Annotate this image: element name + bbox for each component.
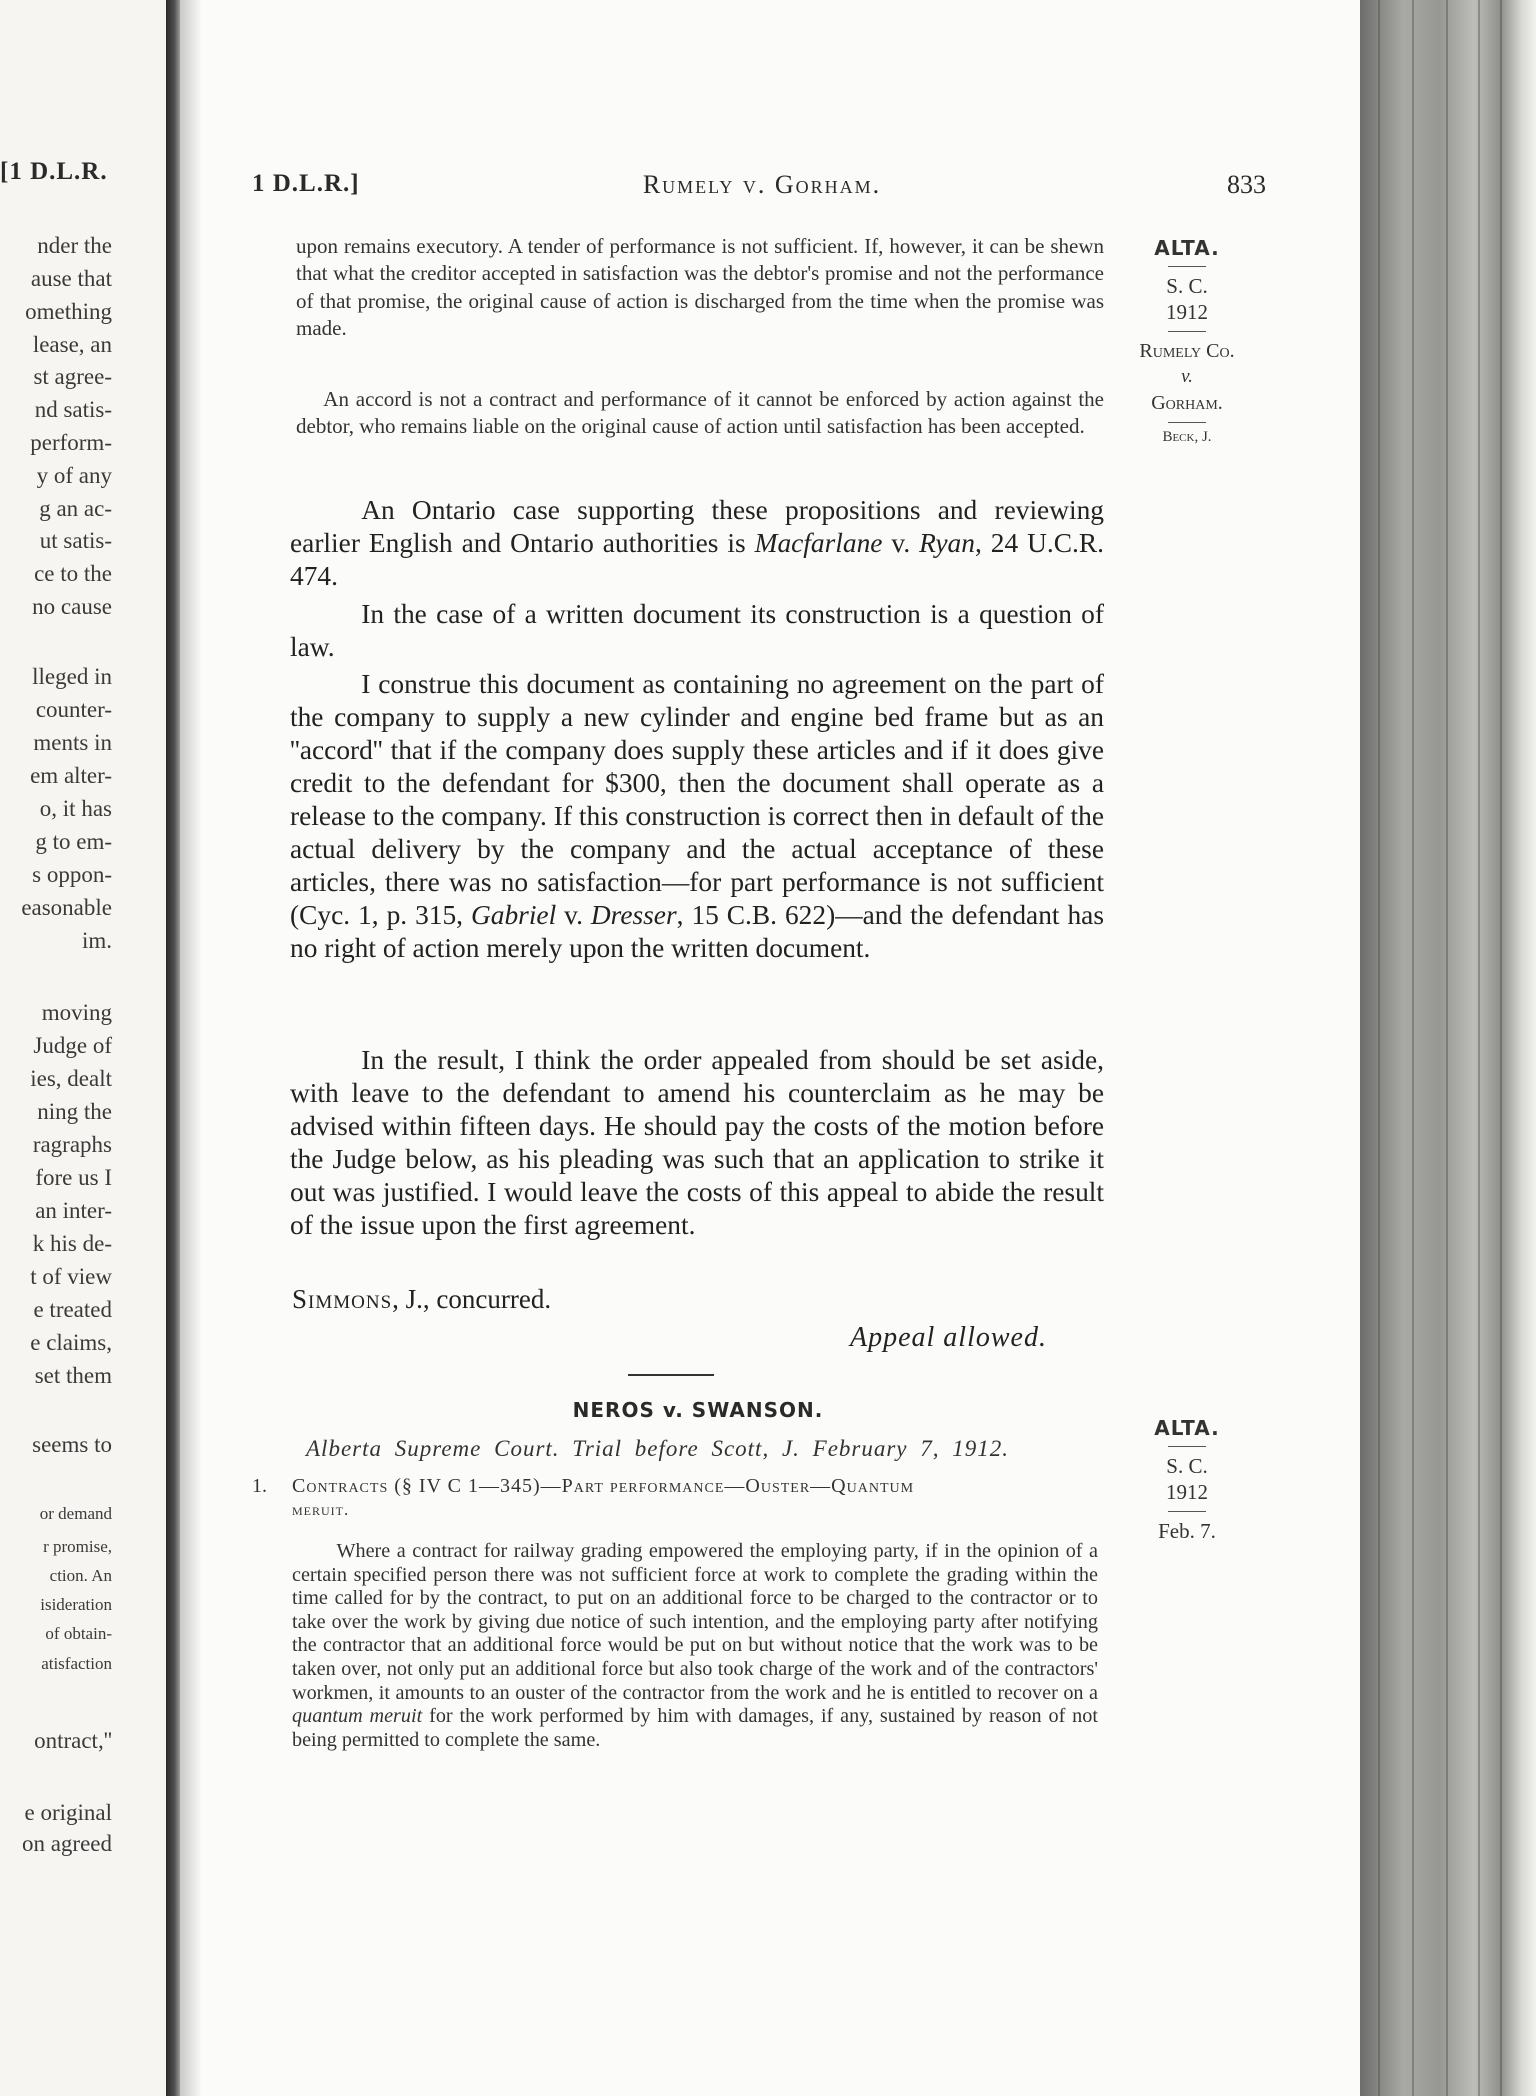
headnote-topic: Contracts (§ IV C 1—345)—Part performance—Ouster—Quantum <box>292 1475 915 1497</box>
running-header <box>252 170 1266 206</box>
left-page-line-fragment: r promise, <box>43 1537 112 1556</box>
left-page-line-fragment: e claims, <box>30 1330 112 1355</box>
margin-note-top <box>1112 236 1262 446</box>
section-divider <box>628 1374 714 1376</box>
case-citation-name: Gabriel <box>470 900 557 930</box>
headnote-number: 1. <box>252 1475 267 1497</box>
body-paragraph-1-text: An Ontario case supporting these propositions and reviewing earlier English and Ontario authorities is <box>290 495 1104 558</box>
left-page-line-fragment: on agreed <box>21 1831 112 1856</box>
left-page-line-fragment: ragraphs <box>32 1132 112 1157</box>
versus: v. <box>556 900 591 930</box>
concurrence <box>292 1284 551 1315</box>
left-page-line-fragment: moving <box>41 1000 112 1025</box>
syllabus-latin-term: quantum meruit <box>292 1705 423 1728</box>
left-page-line-fragment: o, it has <box>39 796 112 821</box>
left-page-line-fragment: isideration <box>40 1595 112 1614</box>
court-line: Alberta Supreme Court. Trial before Scott, J. February 7, 1912. <box>306 1436 1010 1461</box>
left-page-line-fragment: ies, dealt <box>30 1066 112 1091</box>
left-page-line-fragment: lleged in <box>32 664 112 689</box>
left-page-line-fragment: y of any <box>36 463 112 488</box>
margin-province: ALTA. <box>1154 236 1220 260</box>
left-page-line-fragment: counter- <box>35 697 112 722</box>
left-page-line-fragment: ut satis- <box>39 528 112 553</box>
body-paragraph-3 <box>290 668 1104 965</box>
left-page-line-fragment: omething <box>25 299 112 324</box>
left-page-line-fragment: t of view <box>30 1264 112 1289</box>
margin-year: 1912 <box>1166 300 1208 324</box>
case-citation-name: Ryan <box>919 528 975 558</box>
body-paragraph-3-text-end: , 15 C.B. 622)—and the defendant has no right of action merely upon the written document. <box>290 900 1104 963</box>
headnote-topic-continuation: meruit. <box>292 1500 350 1519</box>
left-page-line-fragment: lease, an <box>32 332 112 357</box>
left-page-line-fragment: easonable <box>21 895 112 920</box>
left-page-line-fragment: ning the <box>37 1099 112 1124</box>
margin-year: 1912 <box>1166 1480 1208 1504</box>
left-page-line-fragment: nder the <box>37 233 112 258</box>
left-page-header: [1 D.L.R. <box>0 158 108 185</box>
quoted-paragraph-2: An accord is not a contract and performance of it cannot be enforced by action against the debtor, who remains liable on the original cause of action until satisfaction has been accepted. <box>296 387 1104 439</box>
left-page-line-fragment: nd satis- <box>34 397 112 422</box>
left-page-line-fragment: perform- <box>30 430 112 455</box>
volume-reference: 1 D.L.R.] <box>252 170 360 197</box>
left-page-line-fragment: set them <box>34 1363 112 1388</box>
margin-judge: Beck, J. <box>1162 429 1212 445</box>
left-page-line-fragment: Judge of <box>33 1033 112 1058</box>
left-page-line-fragment: k his de- <box>32 1231 112 1256</box>
margin-province: ALTA. <box>1154 1416 1220 1440</box>
margin-date: Feb. 7. <box>1158 1519 1216 1543</box>
headnote <box>252 1474 1104 1522</box>
book-gutter <box>166 0 180 2096</box>
left-page-line-fragment: an inter- <box>35 1198 112 1223</box>
left-page-line-fragment: g to em- <box>35 829 112 854</box>
margin-court: S. C. <box>1166 1454 1208 1478</box>
left-page-line-fragment: im. <box>81 928 112 953</box>
left-page-line-fragment: ction. An <box>49 1566 112 1585</box>
margin-court: S. C. <box>1166 274 1208 298</box>
left-page-line-fragment: atisfaction <box>41 1654 112 1673</box>
left-page-line-fragment: ce to the <box>34 561 112 586</box>
second-case-title: NEROS v. SWANSON. <box>572 1398 824 1422</box>
left-page-line-fragment: s oppon- <box>32 862 112 887</box>
body-paragraph-3-text: I construe this document as containing no agreement on the part of the company to supply a new cylinder and engine bed frame but as an ''accord'' that if the company does supply these articles and if it does give credit to the defendant for $300, then the document shall operate as a release to the company. If this construction is correct then in default of the actual delivery by the company and the actual acceptance of these articles, there was no satisfaction—for part performance is not sufficient (Cyc. 1, p. 315, <box>290 669 1104 930</box>
case-citation-name: Dresser <box>590 900 677 930</box>
case-citation-name: Macfarlane <box>754 528 883 558</box>
left-page-line-fragment: seems to <box>32 1432 112 1457</box>
margin-party-1: Rumely Co. <box>1139 340 1235 362</box>
page-edge-stack <box>1360 0 1536 2096</box>
body-paragraph-4: In the result, I think the order appealed from should be set aside, with leave to the defendant to amend his counterclaim as he may be advised within fifteen days. He should pay the costs of the motion before the Judge below, as his pleading was such that an application to strike it out was justified. I would leave the costs of this appeal to abide the result of the issue upon the first agreement. <box>290 1045 1104 1240</box>
left-page-line-fragment: g an ac- <box>39 496 112 521</box>
disposition: Appeal allowed. <box>850 1322 1047 1353</box>
left-page-line-fragment: e treated <box>33 1297 112 1322</box>
left-page-line-fragment: no cause <box>32 594 112 619</box>
left-page-line-fragment: em alter- <box>30 763 112 788</box>
quoted-paragraph-1: upon remains executory. A tender of performance is not sufficient. If, however, it can be shewn that what the creditor accepted in satisfaction was the debtor's promise and not the performance of that promise, the original cause of action is discharged from the time when the promise was made. <box>296 234 1104 341</box>
citation-reference: , 24 U.C.R. 474. <box>290 528 1105 591</box>
running-case-title: Rumely v. Gorham. <box>642 170 882 199</box>
concurrence-text: , J., concurred. <box>392 1284 552 1314</box>
left-page-line-fragment: e original <box>24 1800 112 1825</box>
left-page-line-fragment: st agree- <box>33 364 112 389</box>
left-page-line-fragment: or demand <box>39 1504 112 1523</box>
gutter-shadow <box>180 0 202 2096</box>
margin-note-bottom <box>1112 1416 1262 1544</box>
left-page-line-fragment: of obtain- <box>45 1624 112 1643</box>
left-page-line-fragment: fore us I <box>35 1165 112 1190</box>
left-page-line-fragment: ause that <box>30 266 112 291</box>
body-paragraph-1 <box>290 494 1104 593</box>
margin-versus: v. <box>1181 366 1193 387</box>
left-page-line-fragment: ontract,'' <box>34 1728 112 1753</box>
page-number: 833 <box>1227 170 1266 199</box>
body-paragraph-2: In the case of a written document its construction is a question of law. <box>290 599 1104 662</box>
versus: v. <box>882 528 920 558</box>
syllabus-text-end: for the work performed by him with damages, if any, sustained by reason of not being permitted to complete the same. <box>292 1705 1098 1751</box>
concurring-judge: Simmons <box>292 1284 393 1314</box>
margin-party-2: Gorham. <box>1151 392 1223 414</box>
syllabus <box>292 1540 1098 1752</box>
left-page-line-fragment: ments in <box>33 730 112 755</box>
syllabus-text: Where a contract for railway grading empowered the employing party, if in the opinion of a certain specified person there was not sufficient force at work to complete the grading within the time called for by the contract, to put on an additional force to be charged to the contractor or to take over the work by giving due notice of such intention, and the employing party after notifying the contractor that an additional force would be put on but without notice that the work was to be taken over, not only put an additional force but also took charge of the work and of the contractors' workmen, it amounts to an ouster of the contractor from the work and he is entitled to recover on a <box>292 1540 1098 1704</box>
left-facing-page <box>0 0 170 2096</box>
